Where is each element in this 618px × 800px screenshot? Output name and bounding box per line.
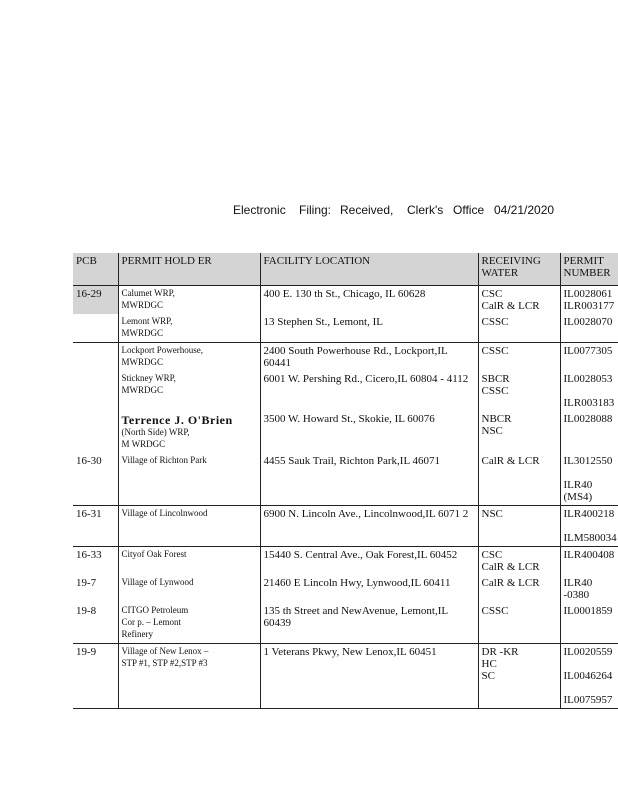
permit-holder-line: Village of Lincolnwood (121, 508, 208, 518)
cell-permit-holder (118, 371, 260, 411)
permit-number-line (564, 385, 616, 397)
cell-receiving-water (478, 547, 560, 576)
permit-number-line: IL3012550 (563, 455, 613, 467)
permit-number-line: ILR40 -0380 (563, 577, 593, 601)
cell-permit-number (560, 286, 618, 315)
permit-holder-line: Cor p. – Lemont (121, 617, 181, 627)
permit-holder-line: Stickney WRP, (121, 373, 176, 383)
permit-holder-line: Village of Richton Park (121, 455, 207, 465)
cell-pcb: 16-31 (73, 506, 118, 547)
cell-permit-holder (118, 286, 260, 315)
permit-number-line (564, 682, 616, 694)
filing-word: Office (453, 203, 485, 217)
filing-word: Electronic (233, 203, 286, 217)
col-header-permit-holder: PERMIT HOLD ER (118, 253, 260, 286)
cell-pcb: 16-33 (73, 547, 118, 576)
cell-receiving-water (478, 343, 560, 372)
cell-receiving-water (478, 603, 560, 644)
permit-number-line (564, 467, 616, 479)
permit-number-line: IL0020559 (563, 646, 613, 658)
cell-receiving-water (478, 371, 560, 411)
permit-number-line (564, 520, 616, 532)
permit-number-line: ILR40 (563, 479, 593, 491)
permit-number-line: IL0001859 (563, 605, 613, 617)
table-header-row (73, 253, 618, 286)
receiving-water-line: SC (481, 670, 495, 682)
permit-number-line: IL0077305 (563, 345, 613, 357)
cell-facility-location: 21460 E Lincoln Hwy, Lynwood,IL 60411 (260, 575, 478, 603)
filing-word: Received, (340, 203, 394, 217)
table-row (73, 547, 618, 576)
cell-receiving-water (478, 575, 560, 603)
table-row (73, 343, 618, 372)
cell-facility-location: 1 Veterans Pkwy, New Lenox,IL 60451 (260, 644, 478, 709)
permit-number-line: IL0028070 (563, 316, 613, 328)
table-row (73, 371, 618, 411)
permit-holder-line: MWRDGC (121, 328, 164, 338)
filing-word: Clerk's (407, 203, 444, 217)
cell-permit-number (560, 371, 618, 411)
cell-permit-number (560, 411, 618, 453)
cell-receiving-water (478, 286, 560, 315)
cell-facility-location: 400 E. 130 th St., Chicago, IL 60628 (260, 286, 478, 315)
permit-holder-line: Calumet WRP, (121, 288, 175, 298)
receiving-water-line: DR -KR (481, 646, 519, 658)
permit-holder-line: M WRDGC (121, 439, 166, 449)
permit-holder-line: Village of Lynwood (121, 577, 194, 587)
col-header-facility-location: FACILITY LOCATION (260, 253, 478, 286)
permit-table (73, 253, 618, 709)
permit-number-line: IL0028061 (563, 288, 613, 300)
cell-permit-number (560, 575, 618, 603)
table-row (73, 411, 618, 453)
cell-receiving-water (478, 644, 560, 709)
permit-number-line: IL0028053 (563, 373, 613, 385)
permit-holder-line: Village of New Lenox – (121, 646, 209, 656)
receiving-water-line: NSC (481, 508, 503, 520)
receiving-water-line: CalR & LCR (481, 300, 540, 312)
receiving-water-line: NSC (481, 425, 503, 437)
cell-permit-holder (118, 644, 260, 709)
cell-pcb: 16-29 (73, 286, 118, 315)
cell-pcb: 19-9 (73, 644, 118, 709)
permit-holder-line: Lockport Powerhouse, (121, 345, 203, 355)
cell-permit-holder (118, 343, 260, 372)
permit-number-line: ILR003183 (563, 397, 615, 409)
receiving-water-line: CSSC (481, 385, 509, 397)
permit-holder-line: Cityof Oak Forest (121, 549, 187, 559)
receiving-water-line: NBCR (481, 413, 512, 425)
permit-number-line: (MS4) (563, 491, 593, 503)
permit-holder-line: MWRDGC (121, 357, 164, 367)
permit-number-line: ILR400408 (563, 549, 615, 561)
table-row (73, 603, 618, 644)
cell-pcb (73, 371, 118, 411)
table-row (73, 453, 618, 506)
filing-date: 04/21/2020 (494, 203, 555, 217)
permit-holder-line: CITGO Petroleum (121, 605, 189, 615)
receiving-water-line: CSSC (481, 316, 509, 328)
cell-pcb: 19-8 (73, 603, 118, 644)
cell-facility-location: 4455 Sauk Trail, Richton Park,IL 46071 (260, 453, 478, 506)
permit-holder-line: Lemont WRP, (121, 316, 173, 326)
cell-pcb (73, 343, 118, 372)
permit-number-line: IL0046264 (563, 670, 613, 682)
cell-permit-holder (118, 506, 260, 547)
col-header-permit-number: PERMIT NUMBER (560, 253, 618, 286)
permit-holder-line: MWRDGC (121, 385, 164, 395)
receiving-water-line: HC (481, 658, 497, 670)
receiving-water-line: CSC (481, 288, 503, 300)
receiving-water-line: CalR & LCR (481, 577, 540, 589)
filing-word: Filing: (299, 203, 332, 217)
cell-permit-holder (118, 603, 260, 644)
table-row (73, 644, 618, 709)
cell-receiving-water (478, 506, 560, 547)
cell-receiving-water (478, 453, 560, 506)
table-row (73, 314, 618, 343)
permit-holder-line: Refinery (121, 629, 153, 639)
receiving-water-line: CSC (481, 549, 503, 561)
cell-facility-location: 2400 South Powerhouse Rd., Lockport,IL 60441 (260, 343, 478, 372)
col-header-receiving-water: RECEIVING WATER (478, 253, 560, 286)
table-row (73, 575, 618, 603)
cell-facility-location: 3500 W. Howard St., Skokie, IL 60076 (260, 411, 478, 453)
col-header-pcb: PCB (73, 253, 118, 286)
permit-number-line: ILR400218 (563, 508, 615, 520)
cell-facility-location: 13 Stephen St., Lemont, IL (260, 314, 478, 343)
cell-receiving-water (478, 314, 560, 343)
cell-permit-holder (118, 314, 260, 343)
permit-number-line (564, 658, 616, 670)
permit-holder-name: Terrence J. O'Brien (121, 413, 233, 427)
receiving-water-line: CalR & LCR (481, 455, 540, 467)
cell-permit-holder (118, 575, 260, 603)
permit-holder-line: MWRDGC (121, 300, 164, 310)
receiving-water-line: SBCR (481, 373, 510, 385)
cell-facility-location: 135 th Street and NewAvenue, Lemont,IL 60439 (260, 603, 478, 644)
cell-permit-number (560, 644, 618, 709)
cell-permit-number (560, 343, 618, 372)
permit-holder-line: STP #1, STP #2,STP #3 (121, 658, 208, 668)
cell-permit-number (560, 453, 618, 506)
receiving-water-line: CSSC (481, 345, 509, 357)
permit-number-line: IL0075957 (563, 694, 613, 706)
cell-facility-location: 6900 N. Lincoln Ave., Lincolnwood,IL 6071 2 (260, 506, 478, 547)
cell-permit-holder (118, 547, 260, 576)
cell-permit-holder (118, 411, 260, 453)
cell-facility-location: 6001 W. Pershing Rd., Cicero,IL 60804 - 4112 (260, 371, 478, 411)
permit-number-line: ILR003177 (563, 300, 615, 312)
permit-number-line: ILM580034 (563, 532, 617, 544)
cell-receiving-water (478, 411, 560, 453)
table-row (73, 506, 618, 547)
cell-permit-number (560, 506, 618, 547)
permit-number-line: IL0028088 (563, 413, 613, 425)
cell-facility-location: 15440 S. Central Ave., Oak Forest,IL 60452 (260, 547, 478, 576)
cell-permit-number (560, 314, 618, 343)
cell-permit-number (560, 547, 618, 576)
table-body (73, 286, 618, 709)
cell-permit-holder (118, 453, 260, 506)
receiving-water-line: CalR & LCR (481, 561, 540, 573)
receiving-water-line: CSSC (481, 605, 509, 617)
cell-permit-number (560, 603, 618, 644)
cell-pcb (73, 411, 118, 453)
table-row (73, 286, 618, 315)
cell-pcb (73, 314, 118, 343)
cell-pcb: 19-7 (73, 575, 118, 603)
permit-holder-line: (North Side) WRP, (121, 427, 190, 437)
cell-pcb: 16-30 (73, 453, 118, 506)
